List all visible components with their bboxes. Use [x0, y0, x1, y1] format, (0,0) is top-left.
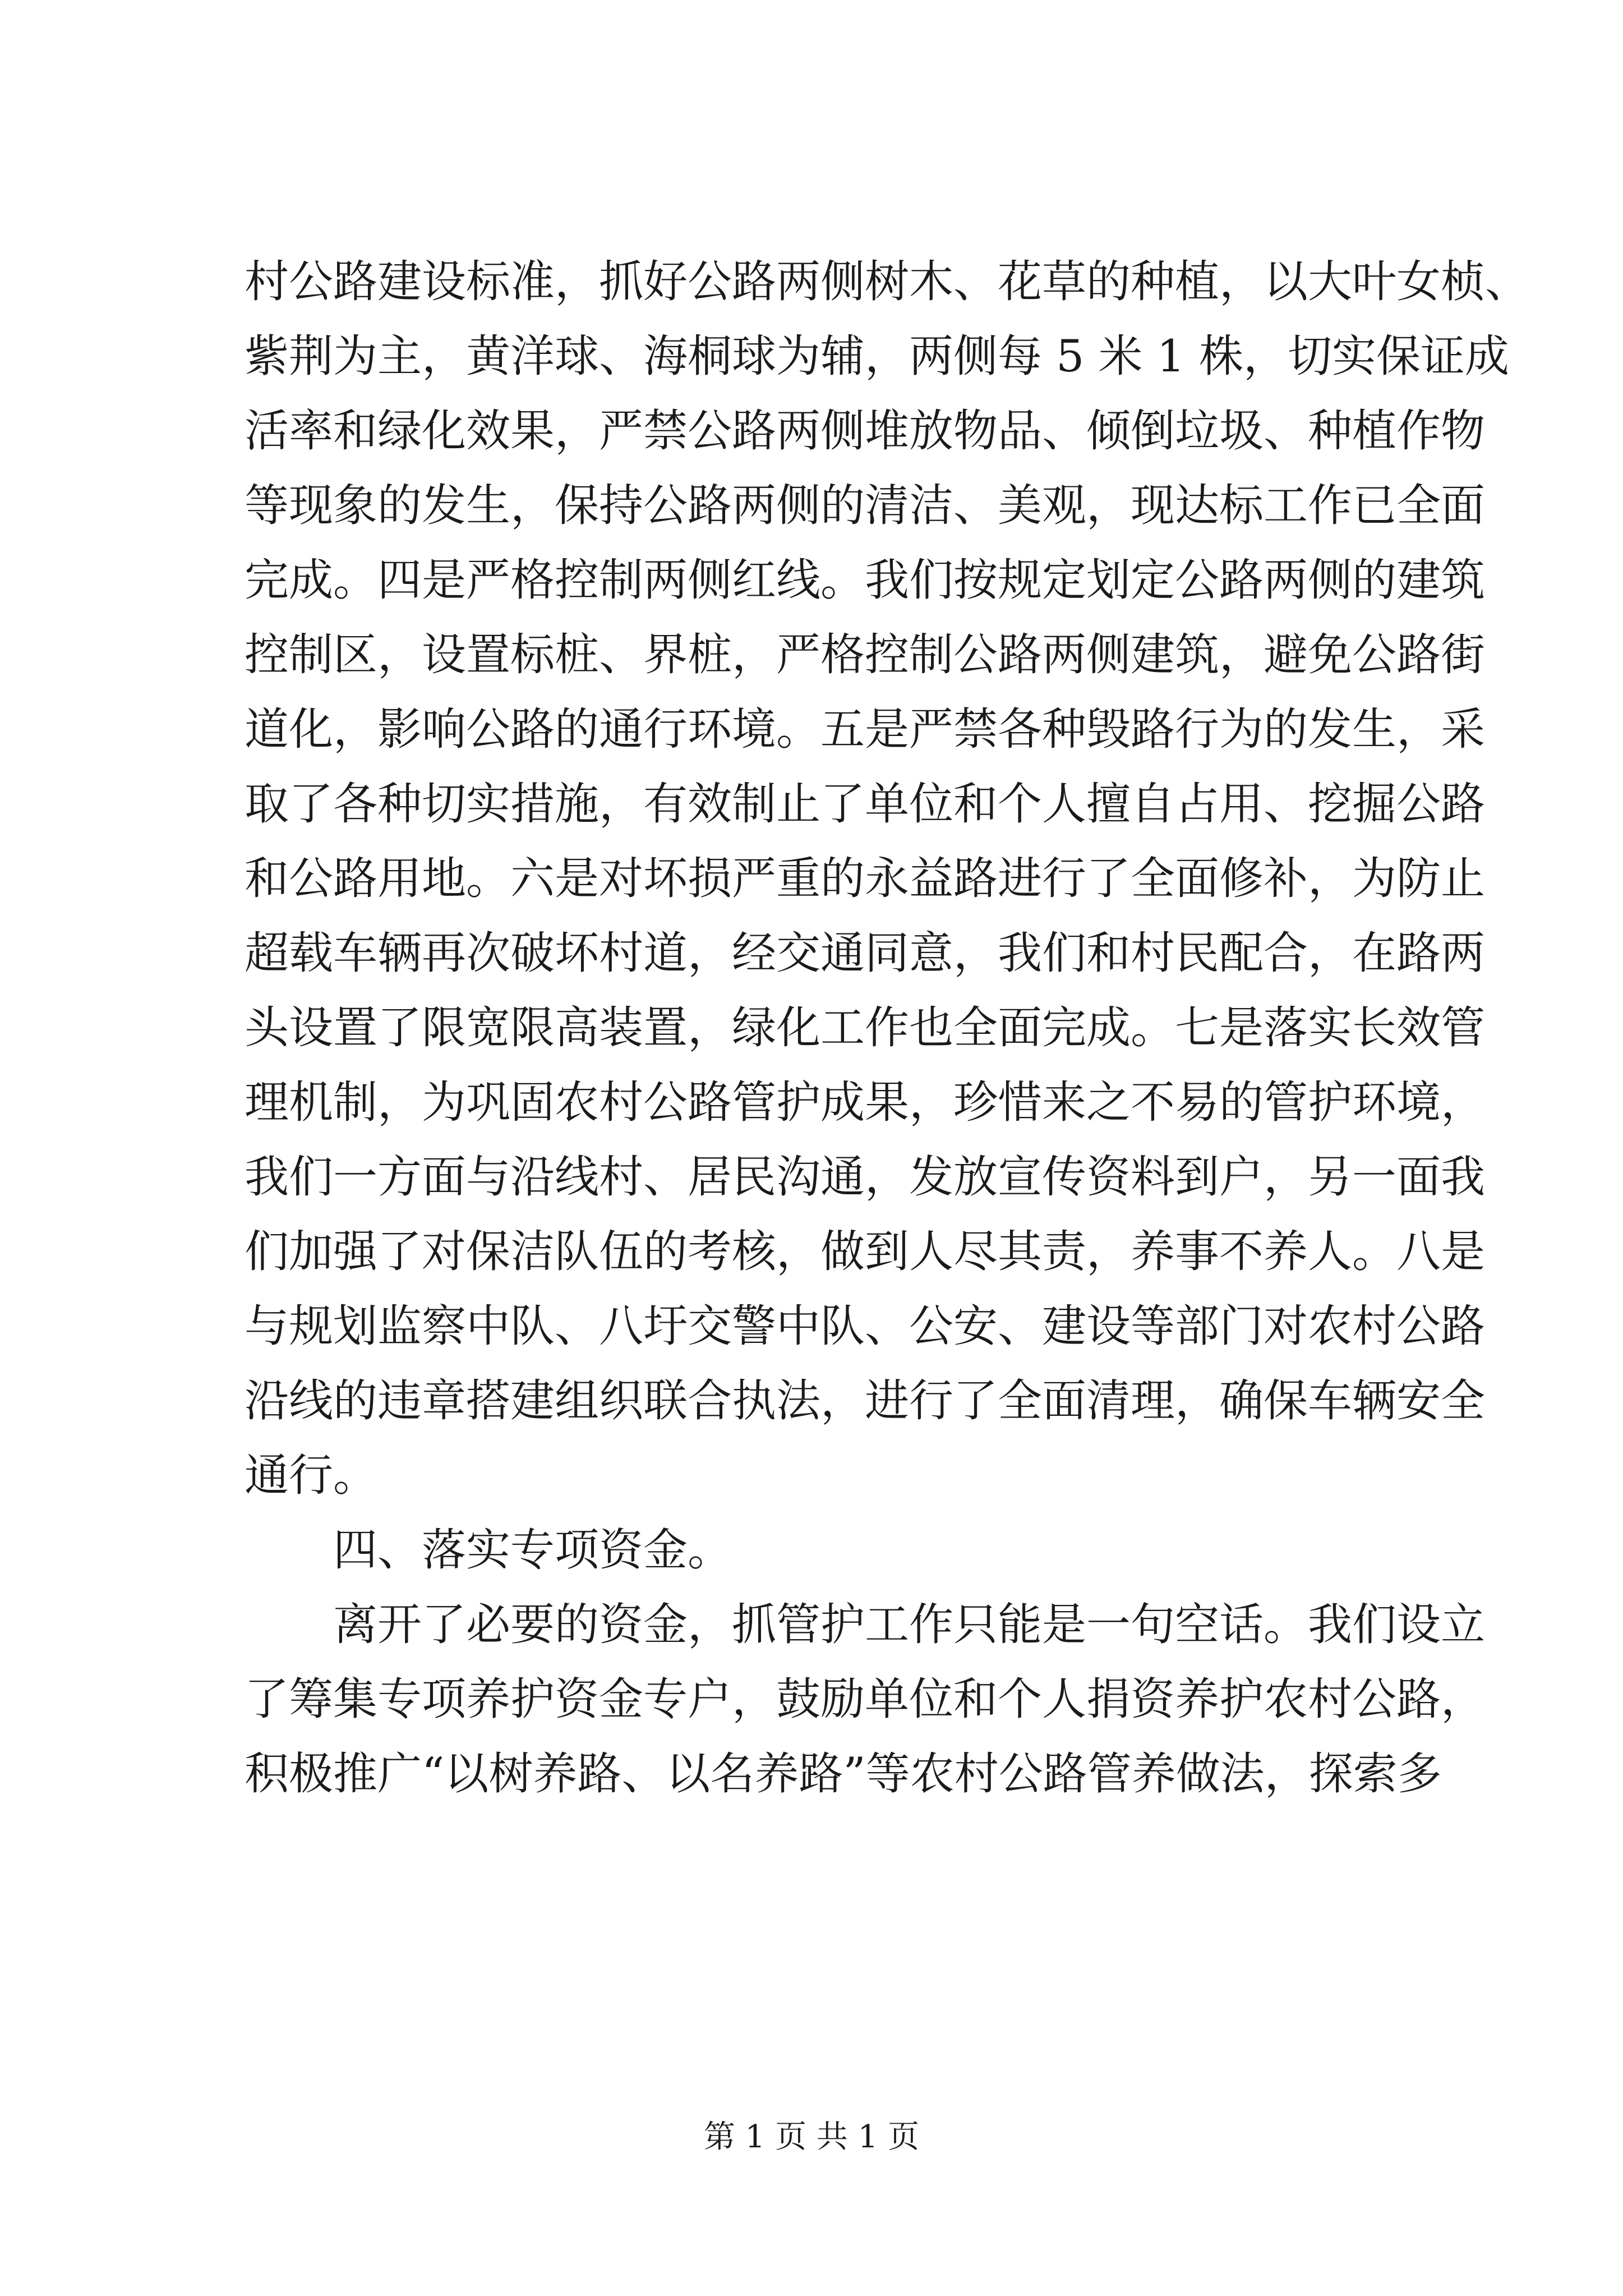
body-text: [245, 245, 1529, 1811]
paragraph-line: 紫荆为主，黄洋球、海桐球为辅，两侧每 5 米 1 株，切实保证成: [245, 330, 1509, 382]
section-heading: 四、落实专项资金。: [333, 1524, 732, 1576]
paragraph-last-line: 通行。: [245, 1450, 377, 1501]
paragraph-line: 完成。四是严格控制两侧红线。我们按规定划定公路两侧的建筑: [245, 554, 1485, 606]
paragraph-line: 控制区，设置标桩、界桩，严格控制公路两侧建筑，避免公路街: [245, 629, 1485, 680]
paragraph-line: 村公路建设标准，抓好公路两侧树木、花草的种植，以大叶女桢、: [245, 256, 1529, 307]
paragraph-line: 等现象的发生，保持公路两侧的清洁、美观，现达标工作已全面: [245, 480, 1485, 531]
paragraph-line: 和公路用地。六是对坏损严重的永益路进行了全面修补，为防止: [245, 853, 1485, 904]
paragraph-line: 沿线的违章搭建组织联合执法，进行了全面清理，确保车辆安全: [245, 1375, 1485, 1427]
paragraph-first-line: 离开了必要的资金，抓管护工作只能是一句空话。我们设立: [333, 1599, 1485, 1650]
paragraph-line: 活率和绿化效果，严禁公路两侧堆放物品、倾倒垃圾、种植作物: [245, 405, 1485, 457]
page-footer: [0, 2118, 1623, 2157]
paragraph-line: 超载车辆再次破坏村道，经交通同意，我们和村民配合，在路两: [245, 927, 1485, 979]
paragraph-line: 头设置了限宽限高装置，绿化工作也全面完成。七是落实长效管: [245, 1002, 1485, 1053]
paragraph-line: 与规划监察中队、八圩交警中队、公安、建设等部门对农村公路: [245, 1300, 1485, 1352]
page-number: 第 1 页 共 1 页: [703, 2119, 920, 2155]
paragraph-line: 了筹集专项养护资金专户，鼓励单位和个人捐资养护农村公路，: [245, 1673, 1485, 1725]
paragraph-line: 道化，影响公路的通行环境。五是严禁各种毁路行为的发生，采: [245, 703, 1485, 755]
paragraph-line: 理机制，为巩固农村公路管护成果，珍惜来之不易的管护环境，: [245, 1076, 1485, 1128]
paragraph-line: 们加强了对保洁队伍的考核，做到人尽其责，养事不养人。八是: [245, 1226, 1485, 1277]
paragraph-line: 积极推广“以树养路、以名养路”等农村公路管养做法，探索多: [245, 1748, 1442, 1800]
paragraph-line: 取了各种切实措施，有效制止了单位和个人擅自占用、挖掘公路: [245, 778, 1485, 830]
paragraph-line: 我们一方面与沿线村、居民沟通，发放宣传资料到户，另一面我: [245, 1151, 1485, 1203]
